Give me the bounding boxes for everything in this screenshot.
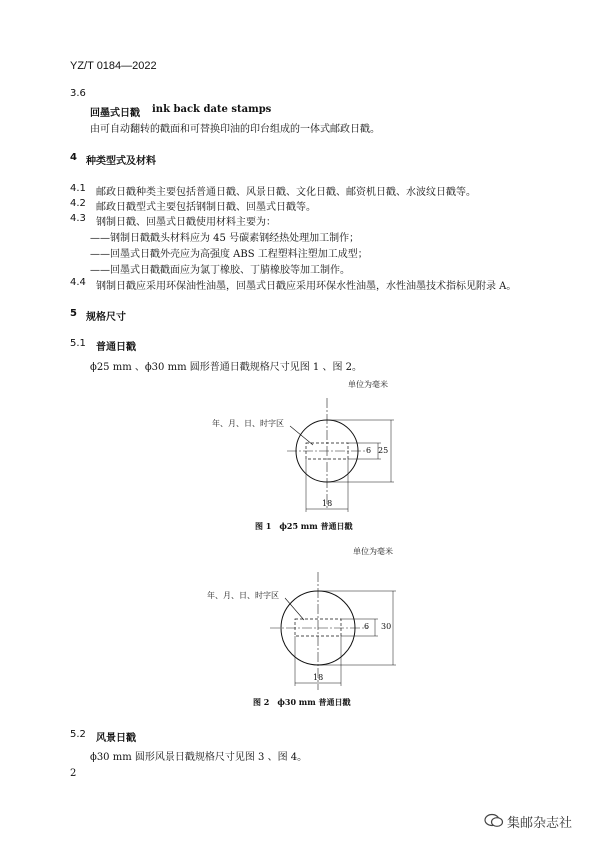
clause-4-2-number: 4.2 — [70, 198, 86, 209]
clause-4-1-number: 4.1 — [70, 183, 86, 194]
section-4-title: 种类型式及材料 — [86, 156, 156, 167]
watermark-text: 集邮杂志社 — [507, 816, 573, 831]
fig2-callout-label: 年、月、日、时字区 — [207, 591, 279, 600]
section-5-1-number: 5.1 — [70, 338, 86, 349]
clause-4-4-text: 钢制日戳应采用环保油性油墨，回墨式日戳应采用环保水性油墨，水性油墨技术指标见附录 A。 — [96, 281, 517, 292]
section-3-6-number: 3.6 — [70, 88, 86, 99]
fig1-dim-25-label: 25 — [378, 446, 389, 455]
fig1-caption: 图 1 ϕ25 mm 普通日戳 — [255, 521, 353, 531]
fig2-caption: 图 2 ϕ30 mm 普通日戳 — [253, 697, 351, 707]
fig2-unit-label: 单位为毫米 — [353, 547, 393, 556]
fig2-dim-6-label: 6 — [364, 622, 370, 631]
term-definition: 由可自动翻转的戳面和可替换印油的印台组成的一体式邮政日戳。 — [90, 124, 380, 135]
clause-4-3-number: 4.3 — [70, 213, 86, 224]
section-5-2-text: ϕ30 mm 圆形风景日戳规格尺寸见图 3 、图 4。 — [90, 752, 308, 763]
dash-item-3: ——回墨式日戳戳面应为氯丁橡胶、丁腈橡胶等加工制作。 — [90, 265, 350, 276]
fig1-dim-18-label: 18 — [322, 499, 333, 508]
watermark-icon — [484, 812, 504, 832]
clause-4-1-text: 邮政日戳种类主要包括普通日戳、风景日戳、文化日戳、邮资机日戳、水波纹日戳等。 — [96, 187, 476, 198]
section-5-title: 规格尺寸 — [86, 312, 126, 323]
fig1-unit-label: 单位为毫米 — [348, 380, 388, 389]
fig2-dim-30-label: 30 — [381, 622, 392, 631]
fig2-dim-18-label: 18 — [313, 673, 324, 682]
fig1-callout-label: 年、月、日、时字区 — [212, 419, 284, 428]
term-title-zh: 回墨式日戳 — [90, 108, 140, 119]
section-5-number: 5 — [70, 308, 77, 319]
page-number: 2 — [70, 768, 77, 779]
section-4-number: 4 — [70, 152, 77, 163]
fig2-callout-leader — [285, 598, 304, 620]
section-5-1-text: ϕ25 mm 、ϕ30 mm 圆形普通日戳规格尺寸见图 1 、图 2。 — [90, 362, 362, 373]
term-title-en: ink back date stamps — [152, 104, 272, 115]
standard-number: YZ/T 0184—2022 — [70, 60, 157, 72]
fig1-dim-6-label: 6 — [366, 446, 372, 455]
clause-4-3-text: 钢制日戳、回墨式日戳使用材料主要为： — [96, 217, 276, 228]
section-5-1-title: 普通日戳 — [96, 342, 136, 353]
section-5-2-title: 风景日戳 — [96, 733, 136, 744]
clause-4-2-text: 邮政日戳型式主要包括钢制日戳、回墨式日戳等。 — [96, 202, 316, 213]
clause-4-4-number: 4.4 — [70, 277, 86, 288]
dash-item-2: ——回墨式日戳外壳应为高强度 ABS 工程塑料注塑加工成型； — [90, 249, 368, 260]
section-5-2-number: 5.2 — [70, 729, 86, 740]
dash-item-1: ——钢制日戳戳头材料应为 45 号碳素钢经热处理加工制作； — [90, 233, 360, 244]
